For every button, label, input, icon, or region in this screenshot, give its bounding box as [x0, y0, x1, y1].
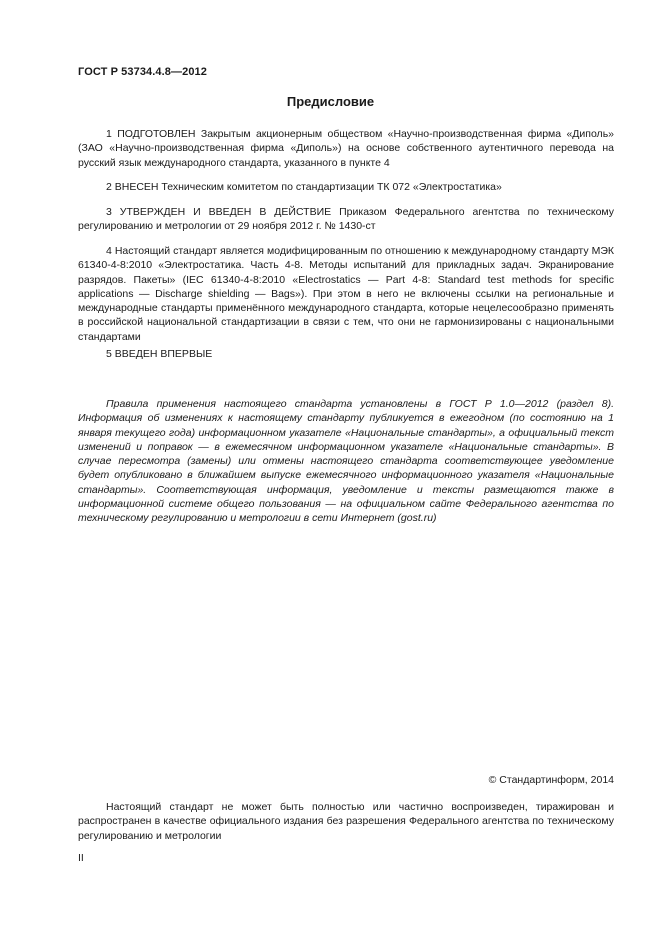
page-number: II — [78, 852, 84, 864]
page-title: Предисловие — [286, 94, 375, 109]
usage-rules-notice: Правила применения настоящего стандарта установлены в ГОСТ Р 1.0—2012 (раздел 8). Информация об изменениях к настоящему стандарту публикуется в ежегодном (по состоянию на 1 января текущего года) информационном указателе «Национальные стандарты», а официальный текст изменений и поправок — в ежемесячном информационном указателе «Национальные стандарты». В случае пересмотра (замены) или отмены настоящего стандарта соответствующее уведомление будет опубликовано в ближайшем выпуске ежемесячного информационного указателя «Национальные стандарты». Соответствующая информация, уведомление и тексты размещаются также в информационной системе общего пользования — на официальном сайте Федерального агентства по техническому регулированию и метрологии в сети Интернет (gost.ru) — [78, 398, 614, 525]
section-2: 2 ВНЕСЕН Техническим комитетом по стандартизации ТК 072 «Электростатика» — [106, 181, 502, 193]
section-5: 5 ВВЕДЕН ВПЕРВЫЕ — [106, 348, 213, 360]
section-4: 4 Настоящий стандарт является модифицированным по отношению к международному стандарту МЭК 61340-4-8:2010 «Электростатика. Часть 4-8. Методы испытаний для прикладных задач. Экранирование разрядов. Пакеты» (IEC 61340-4-8:2010 «Electrostatics — Part 4-8: Standard test methods for specific applications — Discharge shielding — Bags»). При этом в него не включены ссылки на региональные и международные стандарты применённого международного стандарта, которые нецелесообразно применять в российской национальной стандартизации в связи с тем, что они не гармонизированы с национальными стандартами — [78, 245, 614, 343]
section-3: 3 УТВЕРЖДЕН И ВВЕДЕН В ДЕЙСТВИЕ Приказом Федерального агентства по техническому регулированию и метрологии от 29 ноября 2012 г. № 1430-ст — [78, 206, 614, 233]
document-code: ГОСТ Р 53734.4.8—2012 — [78, 66, 207, 78]
copyright-line: © Стандартинформ, 2014 — [488, 774, 614, 786]
reproduction-notice: Настоящий стандарт не может быть полностью или частично воспроизведен, тиражирован и распространен в качестве официального издания без разрешения Федерального агентства по техническому регулированию и метрологии — [78, 801, 614, 842]
section-1: 1 ПОДГОТОВЛЕН Закрытым акционерным обществом «Научно-производственная фирма «Диполь» (ЗАО «Научно-производственная фирма «Диполь») на основе собственного аутентичного перевода на русский язык международного стандарта, указанного в пункте 4 — [78, 128, 614, 169]
